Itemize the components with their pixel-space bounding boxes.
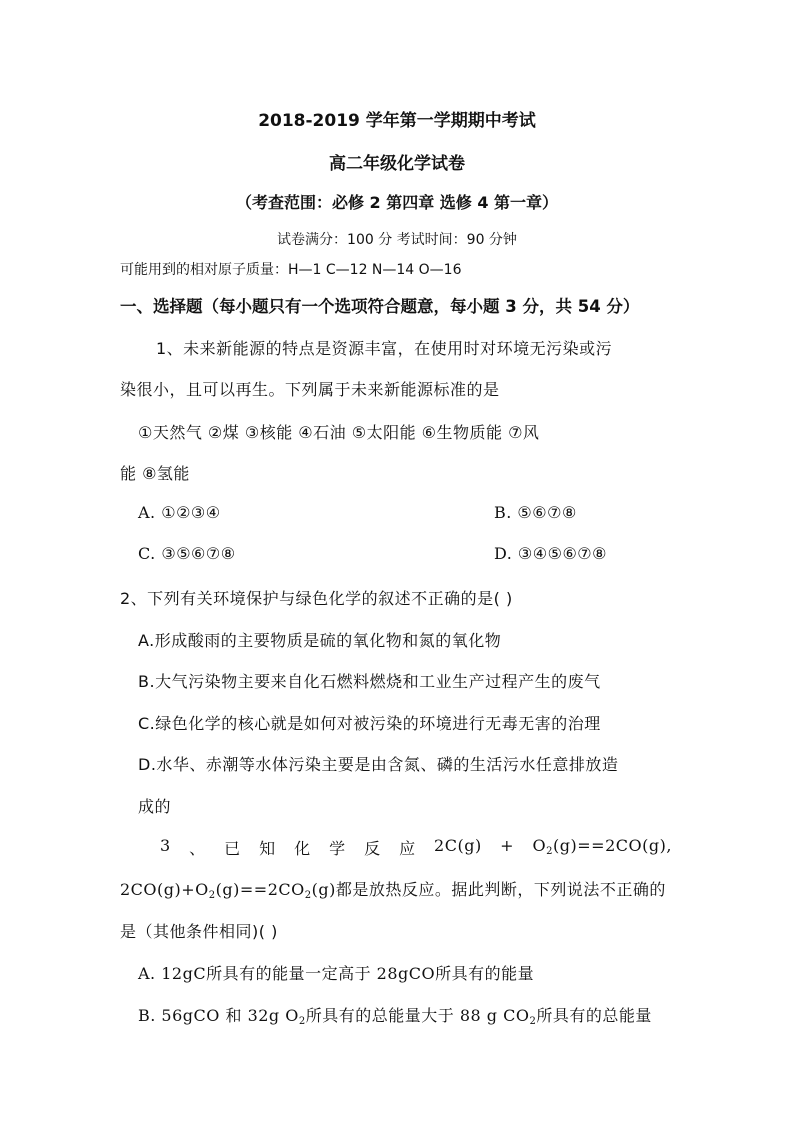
q1-option-d: D. ③④⑤⑥⑦⑧ xyxy=(494,544,607,563)
q1-option-c: C. ③⑤⑥⑦⑧ xyxy=(138,544,236,563)
q2-option-a: A.形成酸雨的主要物质是硫的氧化物和氮的氧化物 xyxy=(138,631,502,650)
q3-line2-sub1: 2 xyxy=(208,890,216,901)
q3-word: 知 xyxy=(259,839,276,858)
exam-title: 2018-2019 学年第一学期期中考试 xyxy=(258,111,536,131)
q1-items-line1: ①天然气 ②煤 ③核能 ④石油 ⑤太阳能 ⑥生物质能 ⑦风 xyxy=(138,423,540,442)
q3-word: 反 xyxy=(364,839,381,858)
q3-stem-line3: 是（其他条件相同)( ) xyxy=(120,922,278,941)
q1-option-a: A. ①②③④ xyxy=(138,503,221,522)
q3-line2-part-c: (g)都是放热反应。据此判断，下列说法不正确的 xyxy=(311,880,666,899)
q3-optb-sub1: 2 xyxy=(298,1016,306,1027)
q3-optb-part-c: 所具有的总能量 xyxy=(536,1006,652,1025)
q3-stem-line1 xyxy=(160,836,672,859)
q1-stem-line2: 染很小，且可以再生。下列属于未来新能源标准的是 xyxy=(120,380,500,399)
q2-option-d-line1: D.水华、赤潮等水体污染主要是由含氮、磷的生活污水任意排放造 xyxy=(138,755,619,774)
q3-number: 3 xyxy=(160,836,171,855)
q1-items-line2: 能 ⑧氢能 xyxy=(120,464,190,483)
q3-equation xyxy=(533,836,672,859)
q3-option-b xyxy=(138,1003,652,1027)
q1-option-b: B. ⑤⑥⑦⑧ xyxy=(494,503,577,522)
q3-line2-part-b: (g)==2CO xyxy=(215,880,305,899)
q3-optb-part-a: B. 56gCO 和 32g O xyxy=(138,1006,299,1025)
q2-stem: 2、下列有关环境保护与绿色化学的叙述不正确的是( ) xyxy=(120,589,513,608)
paper-subtitle: 高二年级化学试卷 xyxy=(329,154,465,174)
q3-word: 应 xyxy=(399,839,416,858)
q3-o: O xyxy=(532,836,547,855)
section-heading: 一、选择题（每小题只有一个选项符合题意，每小题 3 分，共 54 分） xyxy=(120,297,640,316)
exam-scope: （考查范围：必修 2 第四章 选修 4 第一章） xyxy=(235,193,559,212)
q3-subscript: 2 xyxy=(546,846,554,857)
q2-option-b: B.大气污染物主要来自化石燃料燃烧和工业生产过程产生的废气 xyxy=(138,672,601,691)
q3-stem-line2 xyxy=(120,877,666,901)
q3-separator: 、 xyxy=(189,839,206,858)
q3-optb-part-b: 所具有的总能量大于 88 g CO xyxy=(305,1006,530,1025)
q3-plus: + xyxy=(500,836,515,855)
q3-word: 化 xyxy=(294,839,311,858)
exam-info: 试卷满分：100 分 考试时间：90 分钟 xyxy=(277,232,517,248)
atomic-mass-note: 可能用到的相对原子质量：H—1 C—12 N—14 O—16 xyxy=(120,262,462,278)
q3-line2-part-a: 2CO(g)+O xyxy=(120,880,209,899)
q1-stem-line1: 1、未来新能源的特点是资源丰富，在使用时对环境无污染或污 xyxy=(156,339,613,358)
q3-word: 学 xyxy=(329,839,346,858)
q3-option-a: A. 12gC所具有的能量一定高于 28gCO所具有的能量 xyxy=(138,964,535,983)
q2-option-d-line2: 成的 xyxy=(138,797,172,816)
q3-word: 已 xyxy=(224,839,241,858)
q2-option-c: C.绿色化学的核心就是如何对被污染的环境进行无毒无害的治理 xyxy=(138,714,601,733)
q3-reactant: 2C(g) xyxy=(434,836,482,855)
q3-product: (g)==2CO(g), xyxy=(553,836,672,855)
q3-optb-sub2: 2 xyxy=(529,1016,537,1027)
q3-line2-sub2: 2 xyxy=(304,890,312,901)
